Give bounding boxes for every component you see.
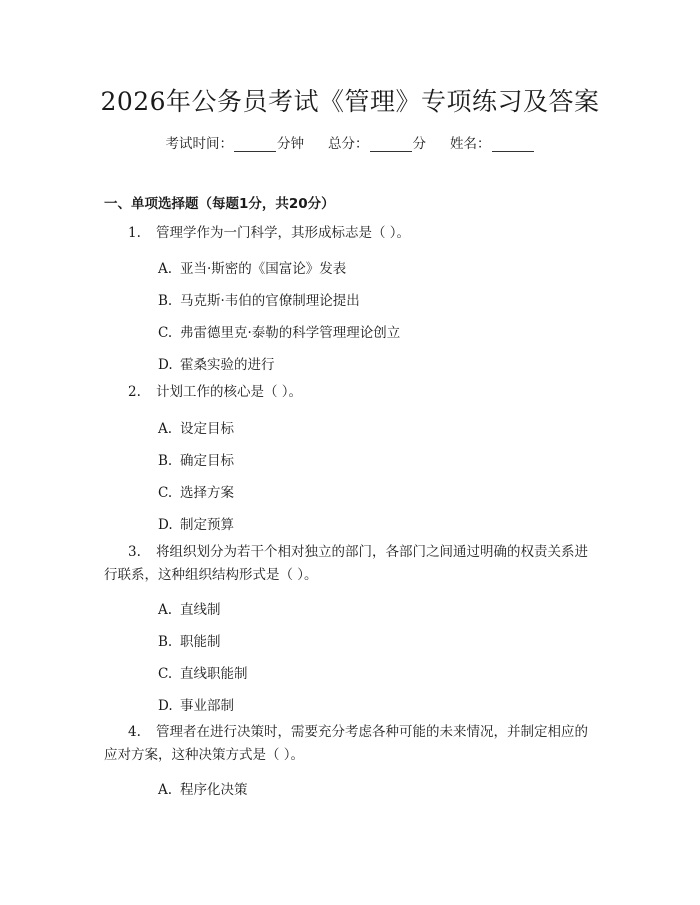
option-4a [158,778,248,798]
total-score-label: 总分： [328,136,369,152]
option-letter: D. [158,698,173,714]
option-text: 程序化决策 [180,782,248,798]
question-text: 管理者在进行决策时，需要充分考虑各种可能的未来情况，并制定相应的 [156,724,588,740]
question-text: 管理学作为一门科学，其形成标志是（ ）。 [156,225,411,241]
option-text: 亚当·斯密的《国富论》发表 [180,261,347,277]
option-text: 直线制 [180,602,221,618]
section-heading: 一、单项选择题（每题1分，共20分） [104,196,335,212]
option-3d [158,694,234,714]
option-letter: C. [158,325,173,341]
option-text: 确定目标 [180,453,234,469]
option-2a [158,417,234,437]
option-letter: A. [158,421,173,437]
option-text: 制定预算 [180,517,234,533]
question-2 [128,381,302,404]
name-blank [492,138,534,152]
option-text: 职能制 [180,634,221,650]
option-1a [158,257,346,277]
option-letter: B. [158,293,173,309]
option-2b [158,449,234,469]
exam-time-blank [234,138,276,152]
name-label: 姓名： [450,136,491,152]
option-3c [158,662,248,682]
exam-time-label: 考试时间： [165,136,233,152]
document-title: 2026年公务员考试《管理》专项练习及答案 [100,87,600,116]
option-letter: A. [158,261,173,277]
option-text: 弗雷德里克·泰勒的科学管理理论创立 [180,325,401,341]
option-3a [158,598,221,618]
exam-time-field [166,132,305,152]
option-text: 选择方案 [180,485,234,501]
option-letter: C. [158,666,173,682]
question-text: 计划工作的核心是（ ）。 [156,384,303,400]
question-number: 4. [128,724,141,740]
option-letter: B. [158,453,173,469]
option-letter: A. [158,782,173,798]
question-number: 1. [128,225,141,241]
option-1c [158,321,400,341]
option-letter: B. [158,634,173,650]
option-text: 霍桑实验的进行 [180,357,275,373]
option-1d [158,353,275,373]
question-text-continued: 行联系，这种组织结构形式是（ ）。 [104,567,318,583]
exam-info-line [0,132,700,152]
question-3 [104,541,604,587]
question-text-continued: 应对方案，这种决策方式是（ ）。 [104,747,305,763]
option-1b [158,289,360,309]
option-2c [158,481,234,501]
question-number: 2. [128,384,141,400]
question-number: 3. [128,544,141,560]
question-4 [104,721,604,767]
option-3b [158,630,221,650]
question-1 [128,222,410,245]
option-letter: D. [158,517,173,533]
option-text: 马克斯·韦伯的官僚制理论提出 [180,293,360,309]
question-text: 将组织划分为若干个相对独立的部门，各部门之间通过明确的权责关系进 [156,544,588,560]
name-field [450,132,535,152]
option-letter: A. [158,602,173,618]
total-score-field [328,132,426,152]
option-2d [158,513,234,533]
option-text: 事业部制 [180,698,234,714]
option-letter: C. [158,485,173,501]
exam-time-unit: 分钟 [277,136,304,152]
option-text: 设定目标 [180,421,234,437]
option-letter: D. [158,357,173,373]
total-score-blank [370,138,412,152]
total-score-unit: 分 [412,136,426,152]
option-text: 直线职能制 [180,666,248,682]
